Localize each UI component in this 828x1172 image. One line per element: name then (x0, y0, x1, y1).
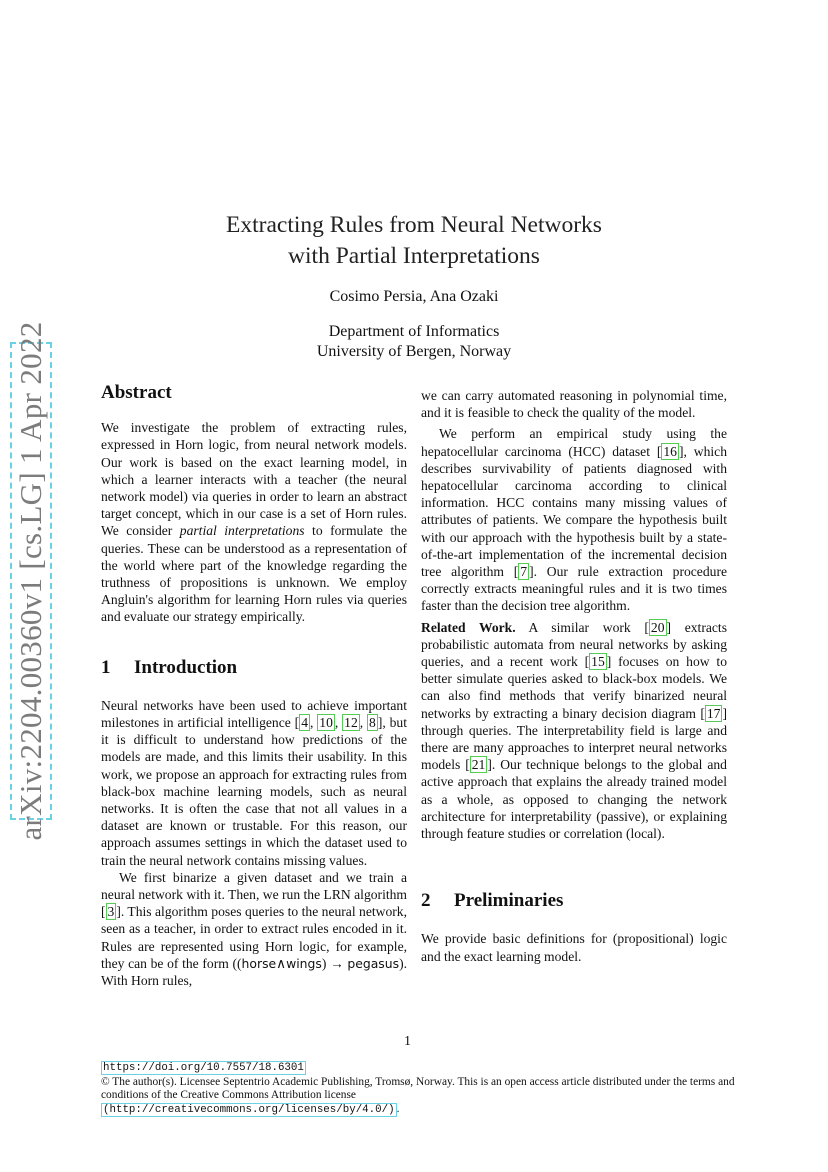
affiliation-line-1: Department of Informatics (328, 323, 500, 340)
arxiv-identifier-stamp[interactable] (10, 321, 52, 841)
section-2-number: 2 (421, 890, 431, 912)
citation-7[interactable]: 7 (520, 564, 528, 580)
left-column (101, 384, 407, 989)
citation-21[interactable]: 21 (471, 757, 486, 773)
citation-10[interactable]: 10 (319, 715, 333, 731)
affiliation (150, 322, 678, 362)
page-number: 1 (404, 1034, 411, 1049)
abstract-heading: Abstract (101, 382, 172, 403)
affiliation-line-2: University of Bergen, Norway (316, 343, 512, 360)
section-1-title: Introduction (134, 656, 238, 678)
intro-paragraph-1: Neural networks have been used to achieve important milestones in artificial intelligence [ 4 , 10 , 12 , 8 ], but it is difficult to understand how predictions of the models are made, and this limits their usability. In this work, we propose an approach for extracting rules from black-box machine learning models, such as neural networks. It is often the case that not all values in a dataset are known or trustable. For this reason, our approach assumes settings in which the dataset used to train the neural network contains missing values. (101, 697, 408, 868)
citation-4[interactable]: 4 (301, 715, 308, 731)
citation-17[interactable]: 17 (706, 705, 721, 721)
citation-12[interactable]: 12 (344, 715, 358, 731)
section-2-heading (421, 890, 727, 912)
right-paragraph-hcc: We perform an empirical study using the hepatocellular carcinoma (HCC) dataset [ 16 ], which describes survivability of patients diagnosed with hepatocellular carcinoma according to clinical information. HCC contains many missing values of attributes of patients. We compare the hypothesis built with our approach with the hypothesis built by a state-of-the-art implementation of the incremental decision tree algorithm [ 7 ]. Our rule extraction procedure correctly extracts meaningful rules and it is two times faster than the decision tree algorithm. (421, 426, 727, 614)
section-1-number: 1 (101, 656, 111, 678)
abstract-text: We investigate the problem of extracting rules, expressed in Horn logic, from neural network models. Our work is based on the exact learning model, in which a learner interacts with a teacher (the neural network model) via queries in order to learn an abstract target concept, which in our case is a set of Horn rules. We consider partial interpretations to formulate the queries. These can be understood as a representation of the world where part of the knowledge regarding the truthness of propositions is unknown. We employ Angluin's algorithm for learning Horn rules via queries and evaluate our strategy empirically. (101, 420, 408, 625)
footer-doi-line (101, 1061, 741, 1076)
related-work-paragraph: Related Work. A similar work [ 20 ] extracts probabilistic automata from neural networks by asking queries, and a recent work [ 15 ] focuses on how to better simulate queries asked to black-box models. We can also find methods that verify binarized neural networks by extracting a binary decision diagram [ 17 ] through queries. The interpretability field is large and there are many approaches to interpret neural networks models [ 21 ]. Our technique belongs to the global and active approach that explains the already trained model as a whole, as opposed to changing the network architecture for interpretability (passive), or explaining through feature studies or correlation (local). (421, 619, 727, 842)
right-column (421, 387, 727, 965)
related-work-label: Related Work. (421, 619, 516, 635)
citation-15[interactable]: 15 (591, 654, 605, 670)
paper-title (150, 210, 678, 272)
arxiv-identifier-text: arXiv:2204.00360v1 [cs.LG] 1 Apr 2022 (13, 321, 48, 841)
cc-license-link[interactable]: (http://creativecommons.org/licenses/by/4.0/) (103, 1103, 395, 1116)
title-line-1: Extracting Rules from Neural Networks (226, 212, 602, 238)
authors: Cosimo Persia, Ana Ozaki (329, 288, 499, 305)
section-2-title: Preliminaries (454, 890, 564, 912)
citation-3[interactable]: 3 (107, 904, 115, 920)
citation-16[interactable]: 16 (663, 443, 677, 459)
footer (101, 1061, 741, 1117)
preliminaries-text: We provide basic definitions for (propositional) logic and the exact learning model. (421, 931, 727, 964)
intro-paragraph-2: We first binarize a given dataset and we train a neural network with it. Then, we run the LRN algorithm [ 3 ]. This algorithm poses queries to the neural network, seen as a teacher, in order to extract rules encoded in it. Rules are represented using Horn logic, for example, they can be of the form ((horse∧wings) → pegasus). With Horn rules, (101, 869, 407, 989)
abstract-emphasis: partial interpretations (179, 523, 305, 539)
section-1-heading (101, 656, 407, 678)
right-paragraph-continuation: we can carry automated reasoning in polynomial time, and it is feasible to check the quality of the model. (421, 388, 727, 421)
footer-license: © The author(s). Licensee Septentrio Academic Publishing, Tromsø, Norway. This is an open access article distributed under the terms and conditions of the Creative Commons Attribution license (http://creativecommons.org/licenses/by/4.0/) . (101, 1075, 735, 1116)
citation-20[interactable]: 20 (650, 619, 665, 635)
doi-link[interactable]: https://doi.org/10.7557/18.6301 (103, 1062, 304, 1074)
citation-8[interactable]: 8 (369, 715, 376, 731)
title-line-2: with Partial Interpretations (288, 243, 540, 269)
